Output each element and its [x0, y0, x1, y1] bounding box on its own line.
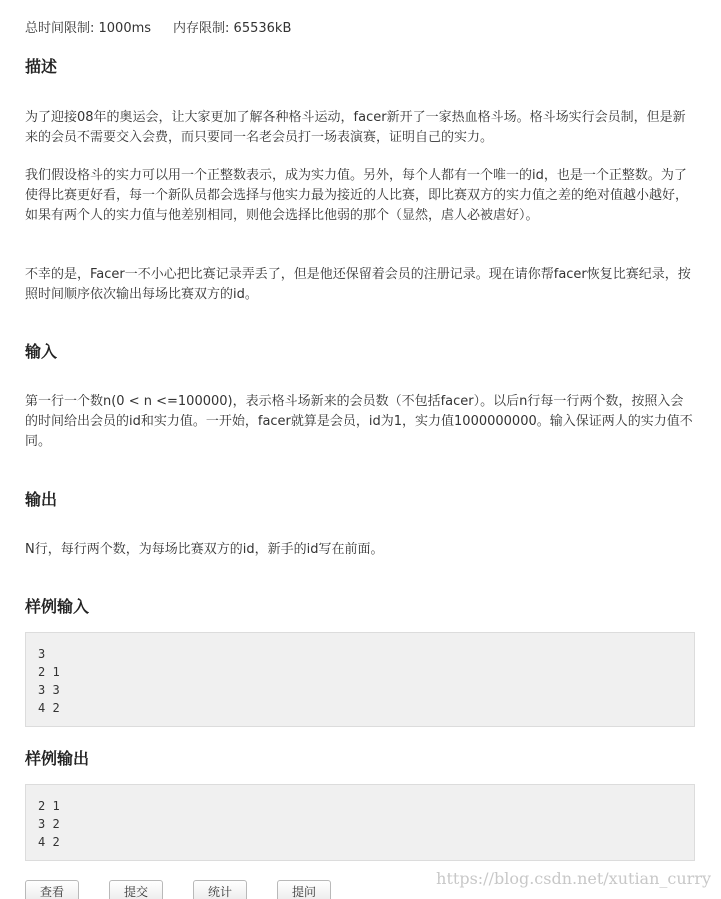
description-paragraph-3: 不幸的是，Facer一不小心把比赛记录弄丢了，但是他还保留着会员的注册记录。现在请你帮facer恢复比赛纪录，按照时间顺序依次输出每场比赛双方的id。	[25, 267, 691, 302]
sample-output-title: 样例输出	[25, 749, 90, 768]
sample-input-title: 样例输入	[25, 597, 90, 616]
view-button[interactable]: 查看	[25, 880, 79, 899]
limits-bar	[25, 17, 291, 36]
description-paragraph-2: 我们假设格斗的实力可以用一个正整数表示，成为实力值。另外，每个人都有一个唯一的id，也是一个正整数。为了使得比赛更好看，每一个新队员都会选择与他实力最为接近的人比赛，即比赛双方的实力值之差的绝对值越小越好，如果有两个人的实力值与他差别相同，则他会选择比他弱的那个（显然，虐人必被虐好）。	[25, 168, 689, 223]
input-text: 第一行一个数n(0 < n <=100000)，表示格斗场新来的会员数（不包括facer）。以后n行每一行两个数，按照入会的时间给出会员的id和实力值。一开始，facer就算是会员，id为1，实力值1000000000。输入保证两人的实力值不同。	[25, 394, 693, 449]
action-buttons	[25, 880, 361, 899]
output-title: 输出	[25, 490, 58, 509]
sample-input-line: 3	[38, 647, 46, 661]
sample-input-line: 3 3	[38, 683, 60, 697]
sample-output-line: 2 1	[38, 799, 60, 813]
input-title: 输入	[25, 342, 58, 361]
memory-limit: 内存限制: 65536kB	[173, 21, 292, 36]
sample-input-line: 2 1	[38, 665, 60, 679]
sample-output-line: 3 2	[38, 817, 60, 831]
output-text: N行，每行两个数，为每场比赛双方的id，新手的id写在前面。	[25, 542, 384, 557]
watermark: https://blog.csdn.net/xutian_curry	[436, 869, 711, 888]
submit-button[interactable]: 提交	[109, 880, 163, 899]
time-limit: 总时间限制: 1000ms	[25, 21, 152, 36]
sample-input-box	[25, 632, 695, 727]
sample-output-line: 4 2	[38, 835, 60, 849]
sample-output-box	[25, 784, 695, 861]
description-title: 描述	[25, 57, 58, 76]
ask-button[interactable]: 提问	[277, 880, 331, 899]
stats-button[interactable]: 统计	[193, 880, 247, 899]
sample-input-line: 4 2	[38, 701, 60, 715]
description-paragraph-1: 为了迎接08年的奥运会，让大家更加了解各种格斗运动，facer新开了一家热血格斗场。格斗场实行会员制，但是新来的会员不需要交入会费，而只要同一名老会员打一场表演赛，证明自己的实力。	[25, 110, 686, 145]
